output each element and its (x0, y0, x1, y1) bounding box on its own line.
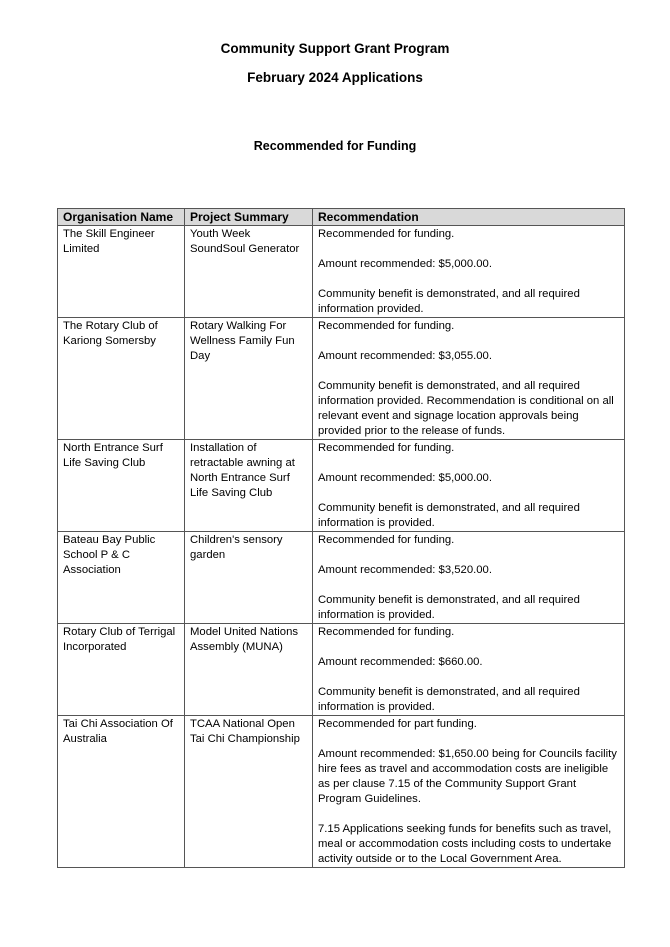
recommendation-note: Community benefit is demonstrated, and all required information is provided. (318, 594, 580, 621)
project-cell: Installation of retractable awning at North Entrance Surf Life Saving Club (185, 440, 313, 532)
recommendation-cell (313, 716, 625, 868)
recommendation-amount: Amount recommended: $5,000.00. (318, 258, 492, 270)
project-cell: Rotary Walking For Wellness Family Fun Day (185, 318, 313, 440)
project-cell: Model United Nations Assembly (MUNA) (185, 624, 313, 716)
table-row (58, 624, 625, 716)
recommendation-note: Community benefit is demonstrated, and all required information provided. (318, 288, 580, 315)
recommendation-amount: Amount recommended: $5,000.00. (318, 472, 492, 484)
project-cell: TCAA National Open Tai Chi Championship (185, 716, 313, 868)
grants-table (57, 208, 625, 868)
recommendation-status: Recommended for part funding. (318, 718, 477, 730)
document-title: Community Support Grant Program (220, 41, 450, 56)
recommendation-amount: Amount recommended: $660.00. (318, 656, 483, 668)
table-header-row (58, 209, 625, 226)
table-row (58, 532, 625, 624)
table-row (58, 318, 625, 440)
recommendation-status: Recommended for funding. (318, 320, 455, 332)
organisation-cell: Bateau Bay Public School P & C Association (58, 532, 185, 624)
project-cell: Children's sensory garden (185, 532, 313, 624)
recommendation-cell (313, 440, 625, 532)
recommendation-note: 7.15 Applications seeking funds for benefits such as travel, meal or accommodation costs including costs to undertake activity outside or to the Local Government Area. (318, 823, 612, 865)
column-header-organisation: Organisation Name (58, 209, 185, 226)
column-header-project: Project Summary (185, 209, 313, 226)
section-heading: Recommended for Funding (253, 139, 417, 153)
document-subtitle: February 2024 Applications (247, 70, 423, 85)
organisation-cell: Tai Chi Association Of Australia (58, 716, 185, 868)
recommendation-cell (313, 318, 625, 440)
recommendation-amount: Amount recommended: $1,650.00 being for Councils facility hire fees as travel and accommodation costs are ineligible as per clause 7.15 of the Community Support Grant Program Guidelines. (318, 748, 617, 805)
recommendation-cell (313, 532, 625, 624)
organisation-cell: Rotary Club of Terrigal Incorporated (58, 624, 185, 716)
recommendation-status: Recommended for funding. (318, 228, 455, 240)
recommendation-cell (313, 624, 625, 716)
column-header-recommendation: Recommendation (313, 209, 625, 226)
table-row (58, 226, 625, 318)
recommendation-status: Recommended for funding. (318, 442, 455, 454)
recommendation-amount: Amount recommended: $3,520.00. (318, 564, 492, 576)
project-cell: Youth Week SoundSoul Generator (185, 226, 313, 318)
recommendation-note: Community benefit is demonstrated, and all required information is provided. (318, 502, 580, 529)
organisation-cell: The Skill Engineer Limited (58, 226, 185, 318)
recommendation-cell (313, 226, 625, 318)
table-row (58, 716, 625, 868)
table-row (58, 440, 625, 532)
recommendation-amount: Amount recommended: $3,055.00. (318, 350, 492, 362)
recommendation-note: Community benefit is demonstrated, and all required information is provided. (318, 686, 580, 713)
organisation-cell: North Entrance Surf Life Saving Club (58, 440, 185, 532)
recommendation-note: Community benefit is demonstrated, and all required information provided. Recommendation is conditional on all relevant event and signage location approvals being provided prior to the release of funds. (318, 380, 614, 437)
organisation-cell: The Rotary Club of Kariong Somersby (58, 318, 185, 440)
recommendation-status: Recommended for funding. (318, 626, 455, 638)
recommendation-status: Recommended for funding. (318, 534, 455, 546)
